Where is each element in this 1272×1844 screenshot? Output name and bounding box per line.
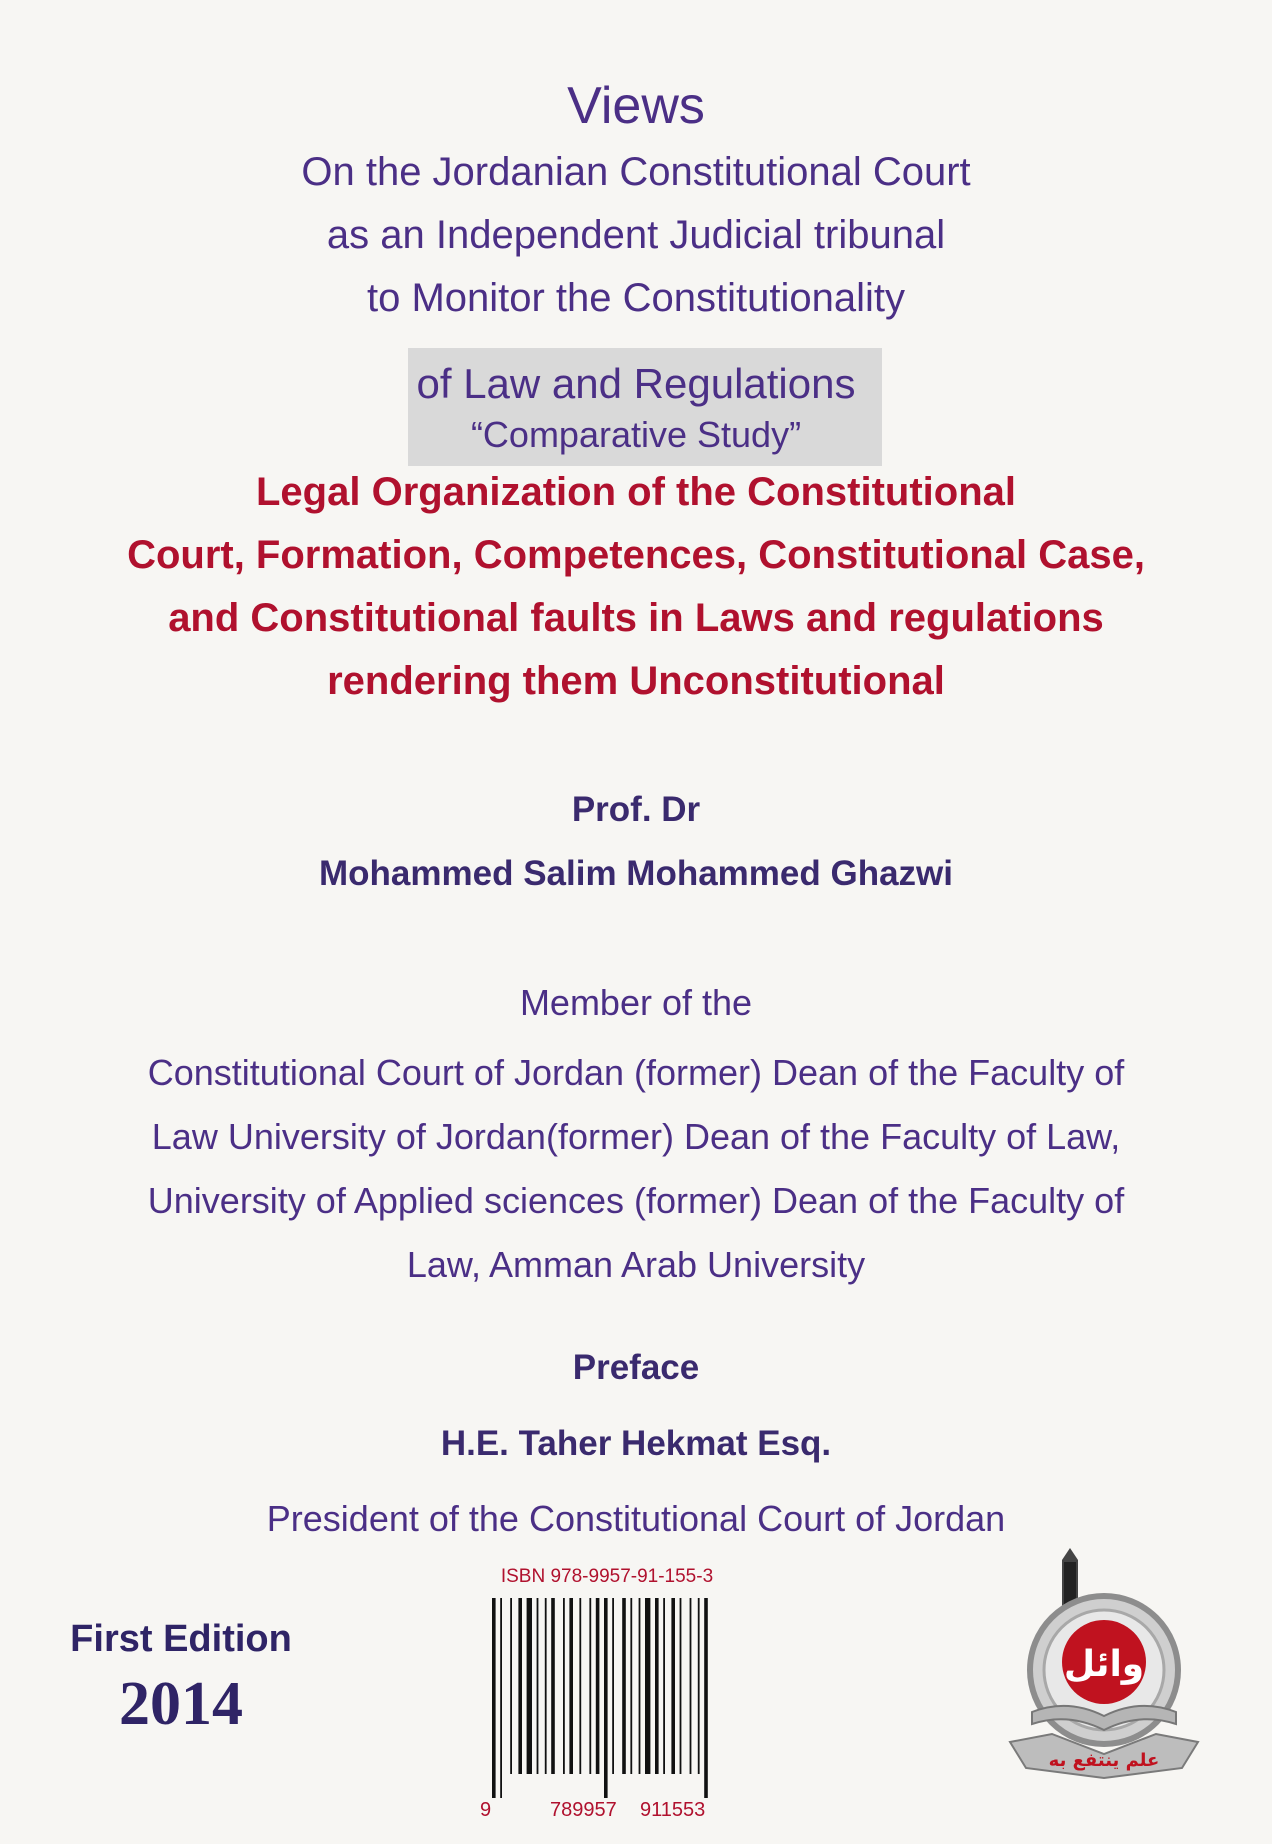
preface-name: H.E. Taher Hekmat Esq. [440, 1424, 832, 1463]
barcode-bar [639, 1598, 641, 1774]
edition-year: 2014 [119, 1670, 243, 1738]
barcode-group-2: 911553 [640, 1799, 706, 1821]
barcode-bar [527, 1598, 532, 1774]
barcode-bar [596, 1598, 600, 1774]
barcode-bar [655, 1598, 659, 1774]
barcode-bar [704, 1598, 708, 1798]
barcode-bar [645, 1598, 650, 1774]
bio-line-1: Member of the [519, 982, 753, 1023]
red-subtitle-line-4: rendering them Unconstitutional [327, 659, 945, 703]
barcode-bar [630, 1598, 632, 1774]
barcode-bar [518, 1598, 522, 1774]
barcode-bar [622, 1598, 626, 1774]
publisher-emblem-icon [992, 1542, 1242, 1782]
title-box-line-2: “Comparative Study” [470, 414, 802, 455]
barcode-group-1: 789957 [550, 1799, 617, 1821]
preface-role: President of the Constitutional Court of Jordan [266, 1498, 1006, 1539]
preface-label: Preface [572, 1348, 700, 1387]
barcode-digit-first: 9 [480, 1799, 492, 1821]
barcode-bar [589, 1598, 591, 1774]
publisher-logo [992, 1542, 1242, 1782]
logo-slogan: علم ينتفع به [1048, 1750, 1160, 1771]
barcode-bar [579, 1598, 581, 1774]
title-box-line-1: of Law and Regulations [416, 360, 856, 407]
edition-block [56, 1618, 306, 1740]
red-subtitle-line-1: Legal Organization of the Constitutional [256, 470, 1016, 514]
barcode-bar [510, 1598, 512, 1774]
edition-label: First Edition [70, 1618, 292, 1660]
author-title: Prof. Dr [571, 790, 701, 829]
barcode-bar [690, 1598, 692, 1774]
bio-line-5: Law, Amman Arab University [406, 1244, 866, 1285]
barcode-bar [551, 1598, 555, 1774]
barcode-bar [698, 1598, 700, 1774]
barcode-bar [680, 1598, 682, 1774]
barcode-bar [604, 1598, 608, 1798]
title-line-1: On the Jordanian Constitutional Court [301, 150, 971, 194]
barcode-bar [500, 1598, 502, 1798]
bio-line-2: Constitutional Court of Jordan (former) Dean of the Faculty of [147, 1052, 1125, 1093]
bio-line-4: University of Applied sciences (former) Dean of the Faculty of [147, 1180, 1125, 1221]
logo-name: وائل [1063, 1644, 1145, 1685]
red-subtitle-line-3: and Constitutional faults in Laws and regulations [168, 596, 1104, 640]
barcode-bar [612, 1598, 614, 1774]
barcode-bar [671, 1598, 675, 1774]
isbn-barcode [462, 1566, 752, 1826]
red-subtitle-line-2: Court, Formation, Competences, Constitutional Case, [127, 533, 1145, 577]
barcode-bar [569, 1598, 573, 1774]
barcode-bar [563, 1598, 565, 1774]
author-name: Mohammed Salim Mohammed Ghazwi [319, 854, 953, 893]
bio-line-3: Law University of Jordan(former) Dean of the Faculty of Law, [151, 1116, 1121, 1157]
title-line-2: as an Independent Judicial tribunal [326, 213, 946, 257]
barcode-bar [537, 1598, 539, 1774]
title-main: Views [567, 77, 705, 135]
barcode-bar [545, 1598, 547, 1774]
barcode-bar [663, 1598, 665, 1774]
isbn-text: ISBN 978-9957-91-155-3 [500, 1566, 714, 1587]
title-line-3: to Monitor the Constitutionality [366, 276, 906, 320]
barcode-icon [462, 1590, 752, 1830]
barcode-bar [492, 1598, 496, 1798]
